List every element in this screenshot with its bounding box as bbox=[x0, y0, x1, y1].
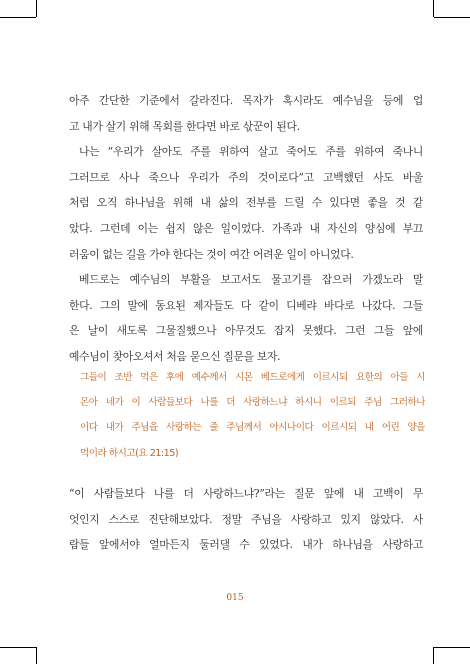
crop-mark-bottom-left-v bbox=[36, 647, 37, 664]
text-line: 러움이 없는 길을 가야 한다는 것이 여간 어려운 일이 아니었다. bbox=[69, 247, 354, 261]
text-line: 한다. 그의 말에 동요된 제자들도 다 같이 디베랴 바다로 나갔다. 그들 bbox=[69, 298, 423, 312]
text-line: 아주 간단한 기준에서 갈라진다. 목자가 혹시라도 예수님을 등에 업 bbox=[69, 94, 423, 107]
text-line: 았다. 그런데 이는 쉽지 않은 일이었다. 가족과 내 자신의 양심에 부끄 bbox=[69, 221, 423, 235]
crop-mark-top-right-h bbox=[434, 17, 470, 18]
text-line: 은 날이 새도록 그물질했으나 아무것도 잡지 못했다. 그런 그들 앞에 bbox=[69, 324, 423, 338]
quote-line: 이다 내가 주님을 사랑하는 줄 주님께서 아시나이다 이르시되 내 어린 양을 bbox=[80, 422, 425, 434]
crop-mark-top-left-h bbox=[0, 17, 36, 18]
crop-mark-bottom-left-h bbox=[0, 647, 36, 648]
text-line: 예수님이 찾아오셔서 처음 묻으신 질문을 보자. bbox=[69, 349, 281, 363]
text-line: “이 사람들보다 나를 더 사랑하느냐?”라는 질문 앞에 내 고백이 무 bbox=[69, 487, 423, 500]
quote-line: 먹이라 하시고(요 21:15) bbox=[80, 447, 179, 459]
crop-mark-top-left-v bbox=[36, 0, 37, 17]
scripture-quote bbox=[80, 365, 425, 466]
crop-mark-bottom-right-h bbox=[434, 647, 470, 648]
text-line: 고 내가 살기 위해 목회를 한다면 바로 삯꾼이 된다. bbox=[69, 119, 300, 133]
paragraph bbox=[69, 481, 423, 558]
text-line: 람들 앞에서야 얼마든지 둘러댈 수 있었다. 내가 하나님을 사랑하고 bbox=[69, 538, 423, 552]
paragraph bbox=[69, 267, 423, 369]
quote-line: 몬아 네가 이 사람들보다 나를 더 사랑하느냐 하시니 이르되 주님 그러하나 bbox=[80, 397, 425, 409]
quote-line: 그들이 조반 먹은 후에 예수께서 시몬 베드로에게 이르시되 요한의 아들 시 bbox=[80, 372, 425, 383]
paragraph bbox=[69, 88, 423, 139]
text-line: 베드로는 예수님의 부활을 보고서도 물고기를 잡으러 가겠노라 말 bbox=[79, 273, 423, 287]
crop-mark-bottom-right-v bbox=[433, 647, 434, 664]
paragraph bbox=[69, 139, 423, 267]
text-line: 그러므로 사나 죽으나 우리가 주의 것이로다”고 고백했던 사도 바울 bbox=[69, 170, 423, 184]
text-line: 처럼 오직 하나님을 위해 내 삶의 전부를 드릴 수 있다면 좋을 것 같 bbox=[69, 196, 423, 210]
body-text-top bbox=[69, 88, 423, 370]
text-line: 엇인지 스스로 진단해보았다. 정말 주님을 사랑하고 있지 않았다. 사 bbox=[69, 512, 423, 526]
body-text-bottom bbox=[69, 481, 423, 558]
crop-mark-top-right-v bbox=[433, 0, 434, 17]
text-line: 나는 “우리가 살아도 주를 위하여 살고 죽어도 주를 위하여 죽나니 bbox=[79, 145, 423, 159]
page-number: 015 bbox=[226, 593, 244, 603]
